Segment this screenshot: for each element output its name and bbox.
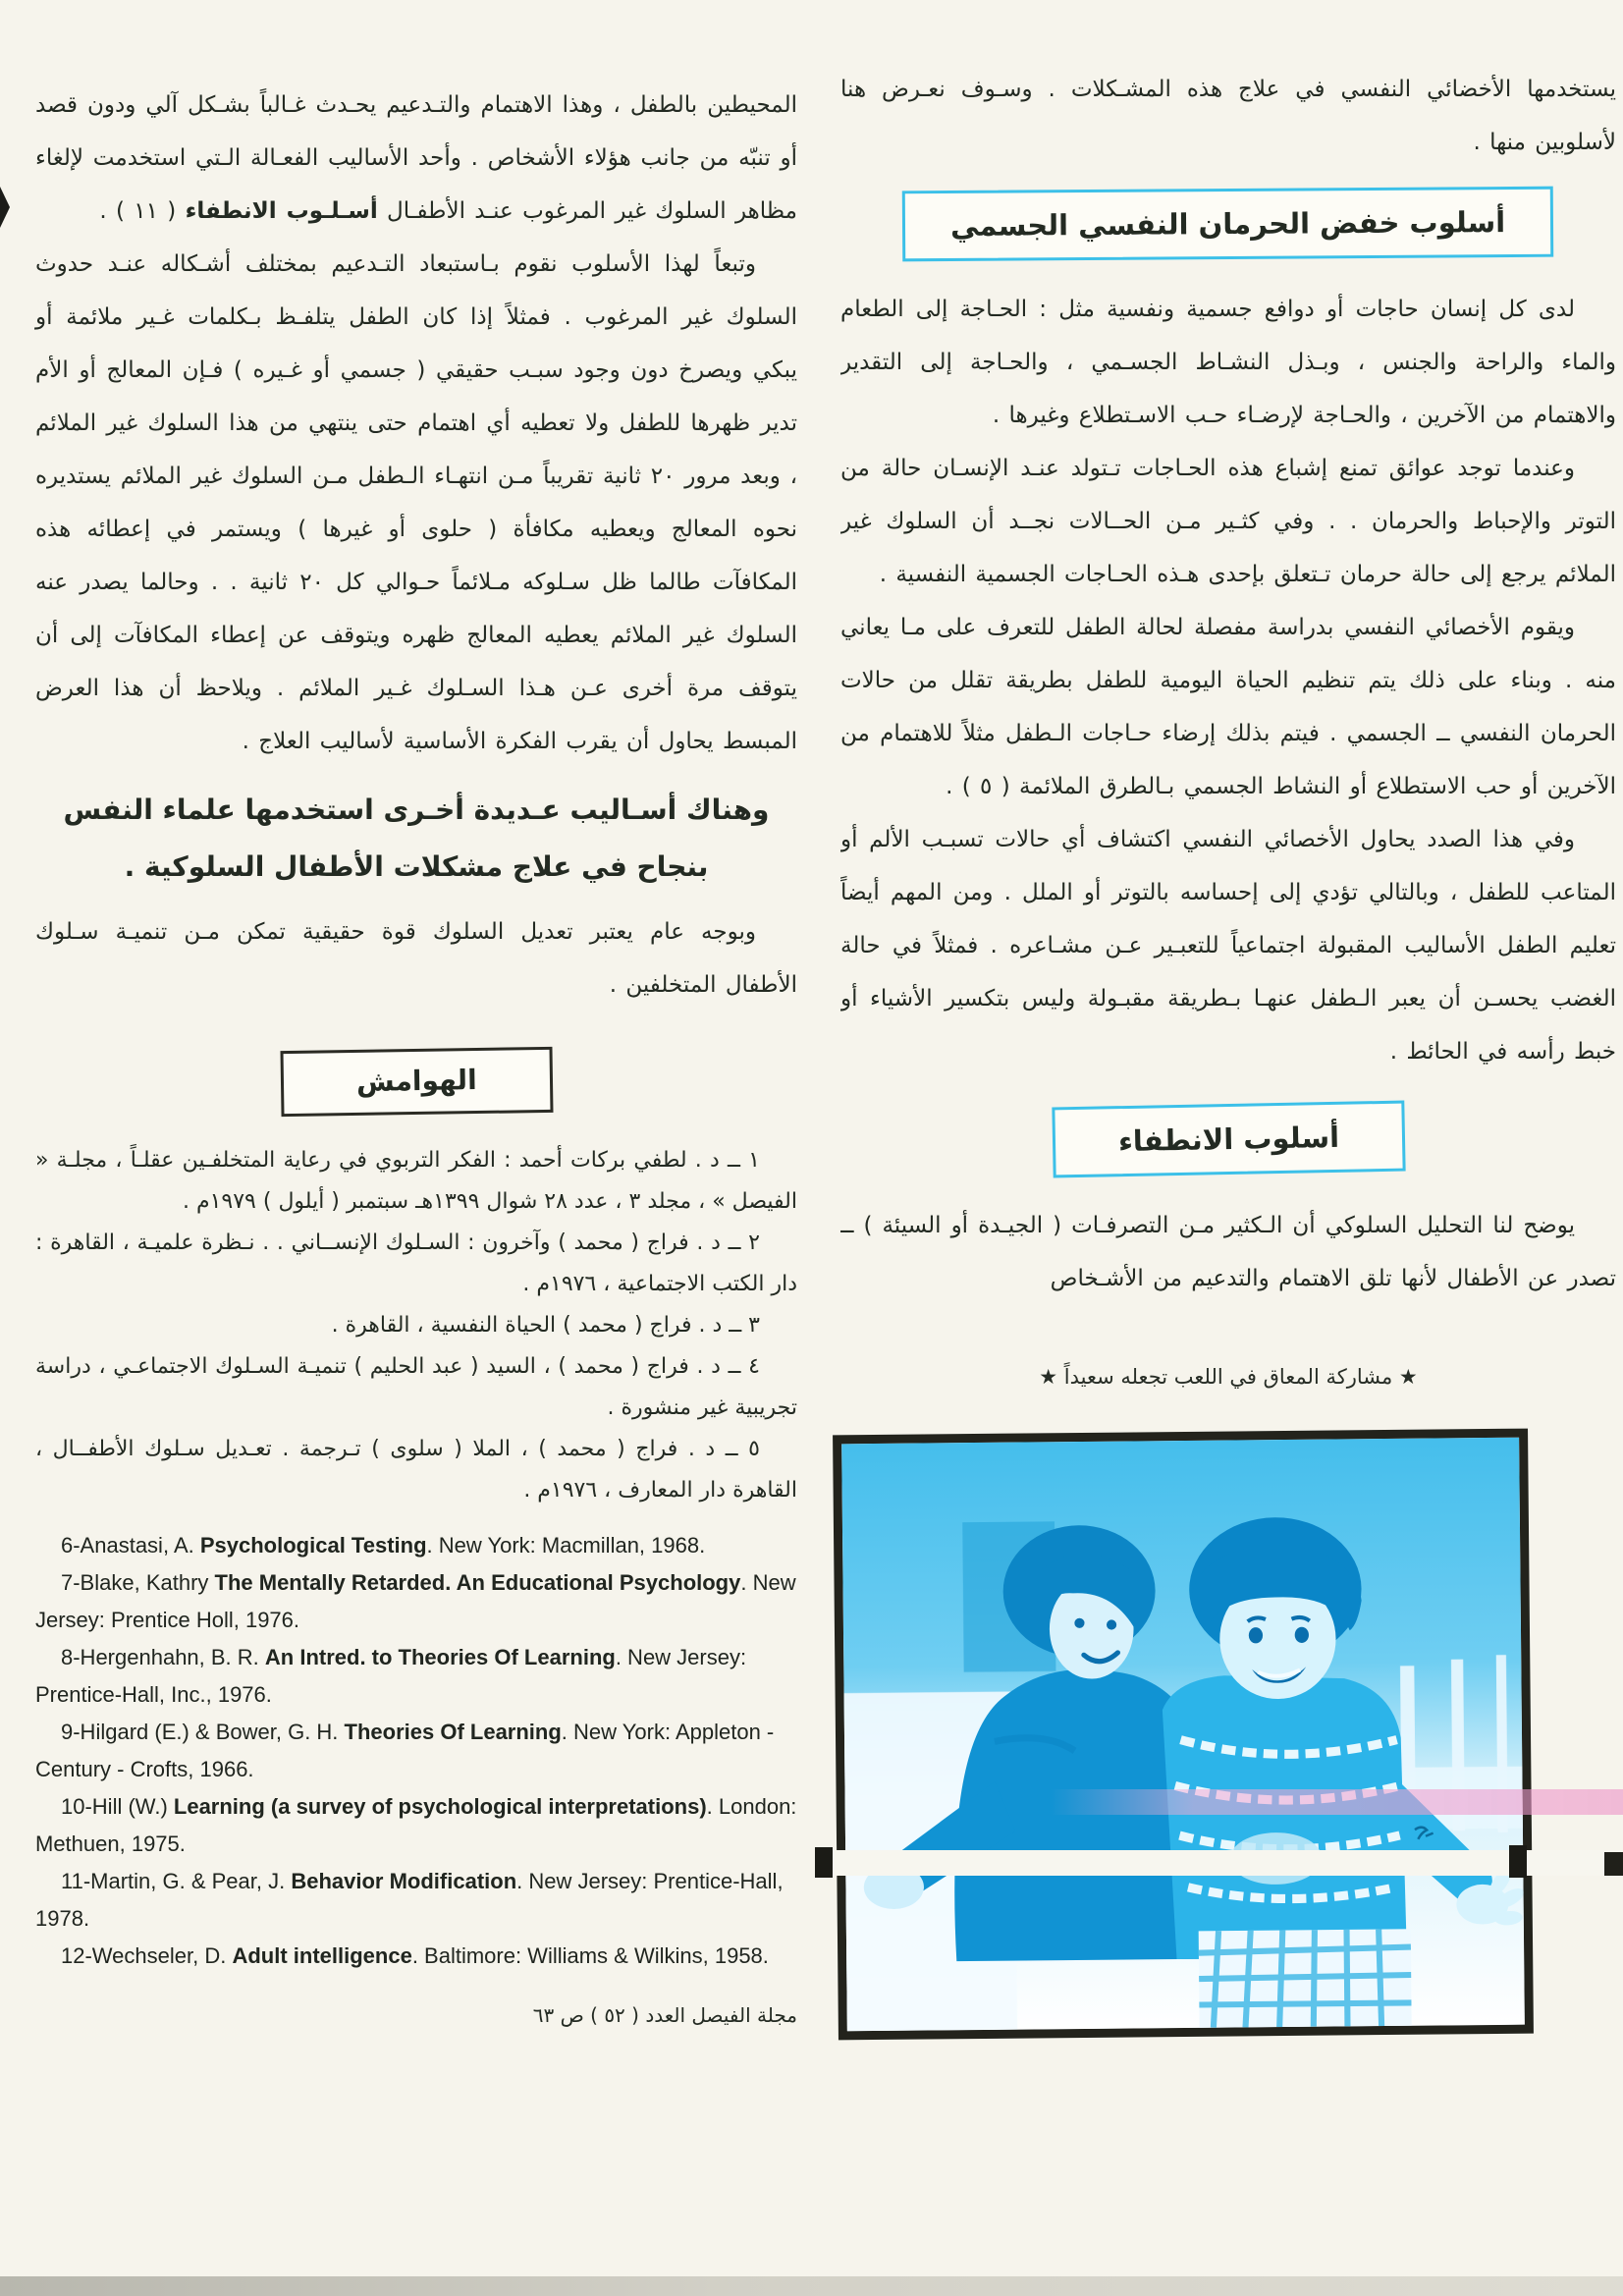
reference-publisher: . Baltimore: Williams & Wilkins, 1958. bbox=[411, 1942, 769, 1968]
paragraph-extinction-procedure: وتبعاً لهذا الأسلوب نقوم بـاستبعاد التـدعيم بمختلف أشـكاله عنـد حدوث السلوك غير المرغوب . فمثلاً إذا كان الطفل يتلفـظ بـكلمات غـير ملائمة أو يبكي ويصرخ دون وجود سبـب حقيقي ( جسمي أو غـيره ) فـإن المعالج أو الأم تدير ظهرها للطفل ولا تعطيه أي اهتمام حتى ينتهي من هذا السلوك غير الملائم ، وبعد مرور ٢٠ ثانية تقريباً مـن انتهـاء الـطفل مـن السلوك غير الملائم يستديره نحوه المعالج ويعطيه مكافأة ( حلوى أو غيرها ) ويستمر في إعطائه هذه المكافآت طالما ظل سـلوكه مـلائماً حـوالي كل ٢٠ ثانية . . وحالما يصدر عنه السلوك غير الملائم يعطيه المعالج ظهره ويتوقف عن إعطاء المكافآت إلى أن يتوقف مرة أخرى عـن هـذا السـلوك غـير الملائم . ويلاحظ أن هذا العرض المبسط يحاول أن يقرب الفكرة الأساسية لأساليب العلاج . bbox=[35, 251, 797, 754]
scan-band-black-mark-left bbox=[815, 1847, 833, 1878]
reference-authors: 6-Anastasi, A. bbox=[61, 1532, 200, 1558]
photo-plaid-pants bbox=[1199, 1929, 1412, 2028]
page-edge-mark bbox=[0, 187, 10, 228]
left-column bbox=[35, 79, 797, 2030]
paragraph-obstacles: وعندما توجد عوائق تمنع إشباع هذه الحـاجات تـتولد عنـد الإنسـان حالة من التوتر والإحباط والحرمان . . وفي كثـير مـن الحــالات نجــد أن السلوك غير الملائم يرجع إلى حالة حرمان تـتعلق بإحدى هـذه الحـاجات الجسمية النفسية . bbox=[840, 456, 1616, 588]
reference-publisher: . London: Methuen, 1975. bbox=[35, 1793, 797, 1856]
reference-11 bbox=[35, 1863, 797, 1938]
section-heading-deprivation: أسلوب خفض الحرمان النفسي الجسمي bbox=[950, 205, 1506, 243]
reference-10 bbox=[35, 1788, 797, 1863]
paragraph-needs: لدى كل إنسان حاجات أو دوافع جسمية ونفسية مثل : الحـاجة إلى الطعام والماء والراحة والجنس ، وبـذل النشـاط الجسـمي ، والحـاجة إلى التقدير والاهتمام من الآخرين ، والحـاجة لإرضـاء حـب الاسـتطلاع وغيرها . bbox=[840, 297, 1616, 429]
pen-squiggle bbox=[1410, 1821, 1436, 1845]
photo bbox=[833, 1429, 1534, 2041]
photo-caption: ★ مشاركة المعاق في اللعب تجعله سعيداً ★ bbox=[1039, 1365, 1418, 1389]
reference-publisher: . New Jersey: Prentice-Hall, 1978. bbox=[35, 1868, 784, 1931]
reference-9 bbox=[35, 1714, 797, 1788]
paragraph-discomfort: وفي هذا الصدد يحاول الأخصائي النفسي اكتشاف أي حالات تسبـب الألم أو المتاعب للطفل ، وبالتالي تؤدي إلى إحساسه بالتوتر أو الملل . ومن المهم أيضاً تعليم الطفل الأساليب المقبولة اجتماعياً للتعبـير عـن مشـاعره . فمثلاً في حالة الغضب يحسـن أن يعبر الـطفل عنهـا بـطريقة مقبـولة وليس بتكسير الأشياء أو خبط رأسه في الحائط . bbox=[840, 827, 1616, 1066]
reference-authors: 12-Wechseler, D. bbox=[61, 1942, 233, 1968]
reference-publisher: . New Jersey: Prentice Holl, 1976. bbox=[35, 1569, 796, 1632]
reference-publisher: . New Jersey: Prentice-Hall, Inc., 1976. bbox=[35, 1644, 747, 1707]
pink-scan-streak bbox=[1051, 1789, 1623, 1815]
reference-authors: 9-Hilgard (E.) & Bower, G. H. bbox=[61, 1719, 345, 1744]
reference-authors: 11-Martin, G. & Pear, J. bbox=[61, 1868, 292, 1893]
paragraph-text: المحيطين بالطفل ، وهذا الاهتمام والتـدعيم يحـدث غـالباً بشـكل آلي ودون قصد أو تنبّه من جانب هؤلاء الأشخاص . وأحد الأساليب الفعـالة الـتي استخدمت لإلغاء مظاهر السلوك غير المرغوب عنـد الأطفـال bbox=[35, 92, 797, 224]
reference-title: Psychological Testing bbox=[199, 1532, 427, 1558]
footnote-2: ٢ ــ د . فراج ( محمد ) وآخرون : السـلوك الإنســاني . . نـظرة علميـة ، القاهرة : دار الكتب الاجتماعية ، ١٩٧٦م . bbox=[35, 1230, 797, 1296]
scan-band-black-mark-right bbox=[1509, 1845, 1527, 1878]
footnote-ref: ( ١١ ) . bbox=[99, 198, 186, 224]
footnotes-heading-box bbox=[280, 1047, 553, 1117]
reference-title: The Mentally Retarded. An Educational Psychology bbox=[214, 1569, 741, 1595]
reference-authors: 10-Hill (W.) bbox=[61, 1793, 174, 1819]
reference-title: Behavior Modification bbox=[291, 1868, 517, 1893]
footnote-1: ١ ــ د . لطفي بركات أحمد : الفكر التربوي في رعاية المتخلفـين عقلـاً ، مجلـة « الفيصل » ، مجلد ٣ ، عدد ٢٨ شوال ١٣٩٩هـ سبتمبر ( أيلول ) ١٩٧٩م . bbox=[35, 1147, 797, 1214]
journal-footer: مجلة الفيصل العدد ( ٥٢ ) ص ٦٣ bbox=[532, 2002, 797, 2027]
reference-authors: 7-Blake, Kathry bbox=[61, 1569, 215, 1595]
intro-paragraph: يستخدمها الأخضائي النفسي في علاج هذه المشـكلات . وسـوف نعـرض هنا لأسلوبين منها . bbox=[840, 77, 1616, 155]
footnote-3: ٣ ــ د . فراج ( محمد ) الحياة النفسية ، القاهرة . bbox=[331, 1312, 760, 1338]
emphasis-paragraph bbox=[35, 782, 797, 896]
english-references bbox=[35, 1527, 797, 1975]
paragraph-behavior-analysis: يوضح لنا التحليل السلوكي أن الـكثير مـن التصرفـات ( الجيـدة أو السيئة ) ــ تصدر عن الأطفال لأنها تلق الاهتمام والتدعيم من الأشـخاص bbox=[840, 1212, 1616, 1291]
paragraph-behavior-modification: وبوجه عام يعتبر تعديل السلوك قوة حقيقية تمكن مـن تنميـة سـلوك الأطفال المتخلفين . bbox=[35, 919, 797, 998]
scan-band-black-mark-edge bbox=[1604, 1852, 1623, 1876]
reference-title: Learning (a survey of psychological interpretations) bbox=[173, 1793, 707, 1819]
reference-publisher: . New York: Appleton - Century - Crofts, 1966. bbox=[35, 1719, 775, 1781]
reference-publisher: . New York: Macmillan, 1968. bbox=[426, 1532, 706, 1558]
emphasis-line-2: بنجاح في علاج مشكلات الأطفال السلوكية . bbox=[124, 850, 709, 883]
pen-mark-artifact bbox=[1410, 1821, 1437, 1851]
reference-7 bbox=[35, 1564, 797, 1639]
photo-illustration bbox=[841, 1438, 1525, 2032]
section-heading-extinction: أسلوب الانطفاء bbox=[1117, 1121, 1339, 1159]
footnote-5: ٥ ــ د . فراج ( محمد ) ، الملا ( سلوى ) تـرجمة . تعـديل سـلوك الأطفــال ، القاهرة دار المعارف ، ١٩٧٦م . bbox=[35, 1436, 797, 1503]
white-scan-band bbox=[815, 1850, 1623, 1876]
footnotes-heading: الهوامش bbox=[355, 1064, 477, 1098]
reference-authors: 8-Hergenhahn, B. R. bbox=[61, 1644, 265, 1669]
reference-title: Theories Of Learning bbox=[344, 1719, 562, 1744]
paragraph-specialist-study: ويقوم الأخصائي النفسي بدراسة مفصلة لحالة الطفل للتعرف على مـا يعاني منه . وبناء على ذلك يتم تنظيم الحياة اليومية للطفل بطريقة تقلل من حالات الحرمان النفسي ــ الجسمي . فيتم بذلك إرضاء حـاجات الـطفل مثلاً للاهتمام من الآخرين أو حب الاستطلاع أو النشاط الجسمي بـالطرق الملائمة ( ٥ ) . bbox=[840, 615, 1616, 800]
emphasis-line-1: وهناك أسـاليب عـديدة أخـرى استخدمها علماء النفس bbox=[63, 793, 770, 826]
paragraph-surrounding-people bbox=[35, 79, 797, 238]
extinction-method-bold: أسـلـوب الانطفاء bbox=[185, 198, 378, 224]
reference-8 bbox=[35, 1639, 797, 1714]
footnote-4: ٤ ــ د . فراج ( محمد ) ، السيد ( عبد الحليم ) تنميـة السـلوك الاجتماعـي ، دراسة تجريبية غير منشورة . bbox=[35, 1353, 797, 1420]
reference-title: An Intred. to Theories Of Learning bbox=[264, 1644, 616, 1669]
reference-6 bbox=[35, 1527, 797, 1564]
scanner-bottom-band bbox=[0, 2276, 1623, 2296]
section-heading-box-deprivation bbox=[902, 187, 1554, 262]
reference-title: Adult intelligence bbox=[232, 1942, 412, 1968]
right-column bbox=[840, 63, 1616, 1369]
reference-12 bbox=[35, 1938, 797, 1975]
section-heading-box-extinction bbox=[1052, 1101, 1405, 1178]
